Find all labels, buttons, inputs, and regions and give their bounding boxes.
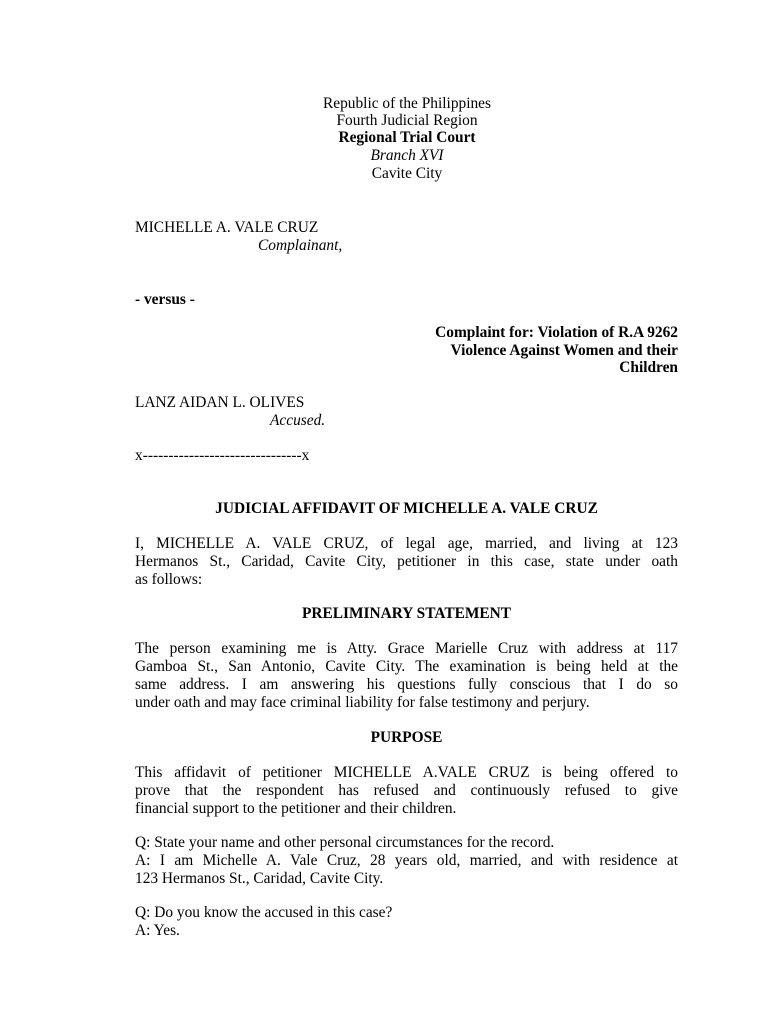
purpose-heading: PURPOSE: [370, 729, 443, 746]
preliminary-line: same address. I am answering his questions fully conscious that I do so: [135, 676, 678, 693]
header-region: Fourth Judicial Region: [336, 112, 478, 129]
complainant-name: MICHELLE A. VALE CRUZ: [135, 219, 319, 236]
preliminary-heading: PRELIMINARY STATEMENT: [301, 605, 512, 622]
complaint-line-3: Children: [619, 359, 678, 376]
intro-line: Hermanos St., Caridad, Cavite City, petitioner in this case, state under oath: [135, 553, 678, 570]
answer-line: A: Yes.: [135, 922, 180, 939]
accused-role: Accused.: [270, 412, 326, 429]
preliminary-line: under oath and may face criminal liability for false testimony and perjury.: [135, 694, 590, 711]
complaint-line-1: Complaint for: Violation of R.A 9262: [435, 324, 678, 341]
answer-line: A: I am Michelle A. Vale Cruz, 28 years old, married, and with residence at: [135, 852, 678, 869]
caption-separator: x-------------------------------x: [135, 447, 310, 464]
document-title: JUDICIAL AFFIDAVIT OF MICHELLE A. VALE CRUZ: [215, 500, 598, 517]
purpose-paragraph: [135, 764, 678, 818]
versus-label: - versus -: [135, 291, 195, 308]
accused-name: LANZ AIDAN L. OLIVES: [135, 394, 305, 411]
question-text: Q: Do you know the accused in this case?: [135, 904, 393, 921]
header-city: Cavite City: [371, 165, 443, 182]
question-text: Q: State your name and other personal circumstances for the record.: [135, 834, 555, 851]
complainant-role: Complainant,: [258, 237, 343, 254]
complaint-line-2: Violence Against Women and their: [450, 342, 678, 359]
intro-line: as follows:: [135, 571, 203, 588]
answer-line: 123 Hermanos St., Caridad, Cavite City.: [135, 870, 384, 887]
intro-line: I, MICHELLE A. VALE CRUZ, of legal age, married, and living at 123: [135, 535, 678, 552]
qa-block-1: [135, 834, 678, 888]
preliminary-line: Gamboa St., San Antonio, Cavite City. The examination is being held at the: [135, 658, 678, 675]
purpose-line: prove that the respondent has refused and continuously refused to give: [135, 782, 678, 799]
qa-block-2: [135, 904, 678, 940]
header-court: Regional Trial Court: [338, 129, 476, 146]
header-branch: Branch XVI: [370, 147, 444, 164]
header-republic: Republic of the Philippines: [323, 95, 491, 112]
preliminary-line: The person examining me is Atty. Grace Marielle Cruz with address at 117: [135, 640, 678, 657]
preliminary-paragraph: [135, 640, 678, 712]
purpose-line: financial support to the petitioner and their children.: [135, 800, 457, 817]
intro-paragraph: [135, 535, 678, 589]
purpose-line: This affidavit of petitioner MICHELLE A.VALE CRUZ is being offered to: [135, 764, 678, 781]
